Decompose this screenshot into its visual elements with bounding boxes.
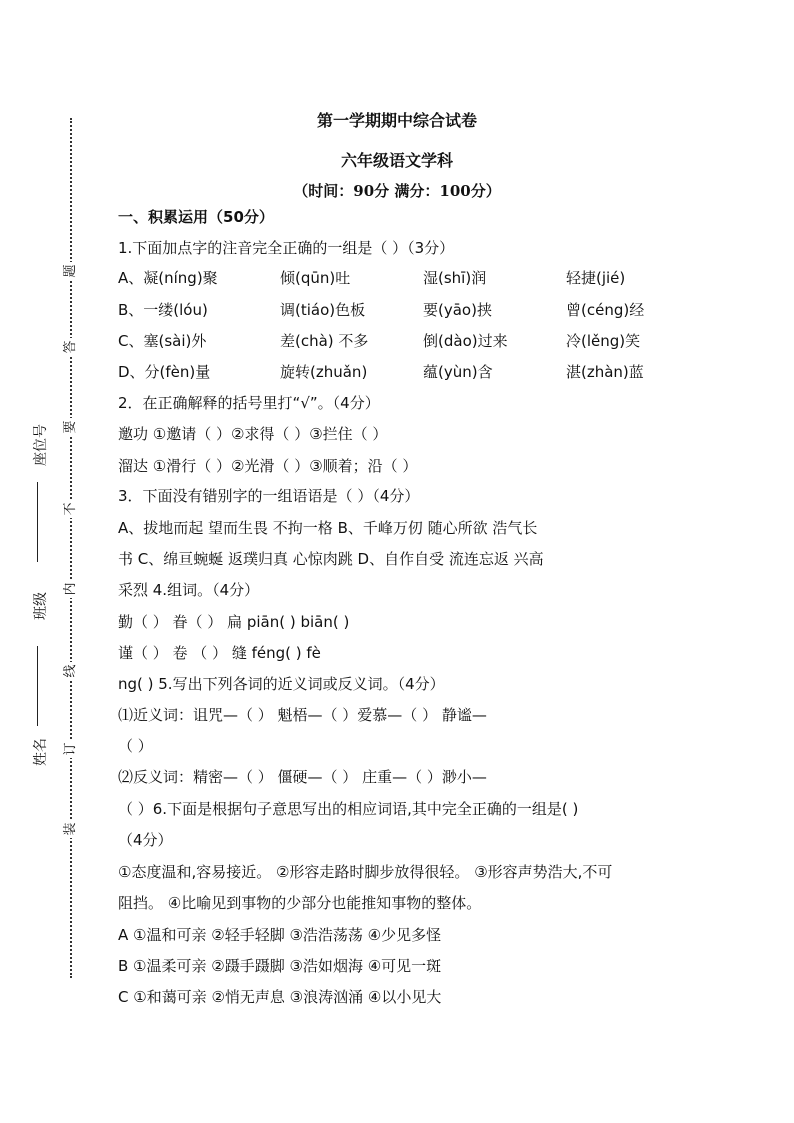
question-3-line: 采烈 4.组词。（4分） (118, 581, 260, 599)
question-6-option: C ①和蔼可亲 ②悄无声息 ③浪涛汹涌 ④以小见大 (118, 988, 442, 1006)
binding-char: 题 (62, 262, 80, 280)
question-6-line: ①态度温和,容易接近。 ②形容走路时脚步放得很轻。 ③形容声势浩大,不可 (118, 863, 613, 881)
section-heading: 一、积累运用（50分） (118, 208, 274, 226)
binding-char: 要 (62, 418, 80, 436)
binding-char: 装 (62, 820, 80, 838)
option-b-3: 要(yāo)挟 (423, 301, 492, 319)
seat-number-label: 座位号 (33, 424, 49, 466)
question-2-line: 邀功 ①邀请（ ）②求得（ ）③拦住（ ） (118, 425, 388, 443)
question-6-option: A ①温和可亲 ②轻手轻脚 ③浩浩荡荡 ④少见多怪 (118, 926, 442, 944)
question-3-stem: 3．下面没有错别字的一组语语是（ ）（4分） (118, 487, 420, 505)
seat-number-blank[interactable] (37, 482, 38, 562)
question-6-option: B ①温柔可亲 ②蹑手蹑脚 ③浩如烟海 ④可见一斑 (118, 957, 442, 975)
question-5-line: ⑵反义词：精密—（ ） 僵硬—（ ） 庄重—（ ）渺小— (118, 768, 487, 786)
option-a-2: 倾(qūn)吐 (280, 269, 351, 287)
option-d-2: 旋转(zhuǎn) (280, 363, 368, 381)
exam-info: （时间：90分 满分：100分） (293, 182, 501, 200)
option-c-3: 倒(dào)过来 (423, 332, 508, 350)
exam-subject: 六年级语文学科 (340, 151, 453, 170)
option-a-1: A、凝(níng)聚 (118, 269, 218, 287)
option-d-3: 蕴(yùn)含 (423, 363, 493, 381)
binding-char: 订 (62, 740, 80, 758)
option-c-1: C、塞(sài)外 (118, 332, 207, 350)
question-6-stem: （ ）6.下面是根据句子意思写出的相应词语,其中完全正确的一组是( ) (118, 800, 579, 818)
binding-char: 线 (62, 662, 80, 680)
class-blank[interactable] (37, 646, 38, 726)
class-label: 班级 (33, 592, 49, 620)
question-1-stem: 1.下面加点字的注音完全正确的一组是（ ）（3分） (118, 239, 455, 257)
name-label: 姓名 (33, 738, 49, 766)
option-a-3: 湿(shī)润 (423, 269, 487, 287)
option-b-1: B、一缕(lóu) (118, 301, 208, 319)
question-4-line: 勤（ ） 眷（ ） 扁 piān( ) biān( ) (118, 613, 350, 631)
option-d-1: D、分(fèn)量 (118, 363, 211, 381)
option-d-4: 湛(zhàn)蓝 (566, 363, 644, 381)
question-3-line: 书 C、绵亘蜿蜒 返璞归真 心惊肉跳 D、自作自受 流连忘返 兴高 (118, 550, 544, 568)
question-3-line: A、拔地而起 望而生畏 不拘一格 B、千峰万仞 随心所欲 浩气长 (118, 519, 538, 537)
option-a-4: 轻捷(jié) (566, 269, 626, 287)
exam-title: 第一学期期中综合试卷 (316, 111, 477, 130)
question-2-line: 溜达 ①滑行（ ）②光滑（ ）③顺着；沿（ ） (118, 457, 418, 475)
option-c-2: 差(chà) 不多 (280, 332, 369, 350)
question-4-line: ng( ) 5.写出下列各词的近义词或反义词。（4分） (118, 675, 445, 693)
question-5-line: （ ） (118, 737, 153, 755)
binding-char: 答 (62, 338, 80, 356)
question-2-stem: 2．在正确解释的括号里打“√”。（4分） (118, 394, 380, 412)
question-6-line: （4分） (118, 831, 173, 849)
question-4-line: 谨（ ） 卷 （ ） 缝 féng( ) fè (118, 644, 321, 662)
option-b-2: 调(tiáo)色板 (280, 301, 366, 319)
question-6-line: 阻挡。 ④比喻见到事物的少部分也能推知事物的整体。 (118, 894, 482, 912)
option-b-4: 曾(céng)经 (566, 301, 645, 319)
binding-dotted-line (70, 118, 72, 978)
question-5-line: ⑴近义词：诅咒—（ ） 魁梧—（ ）爱慕—（ ） 静谧— (118, 706, 487, 724)
option-c-4: 冷(lěng)笑 (566, 332, 641, 350)
binding-char: 内 (62, 580, 80, 598)
binding-char: 不 (62, 500, 80, 518)
